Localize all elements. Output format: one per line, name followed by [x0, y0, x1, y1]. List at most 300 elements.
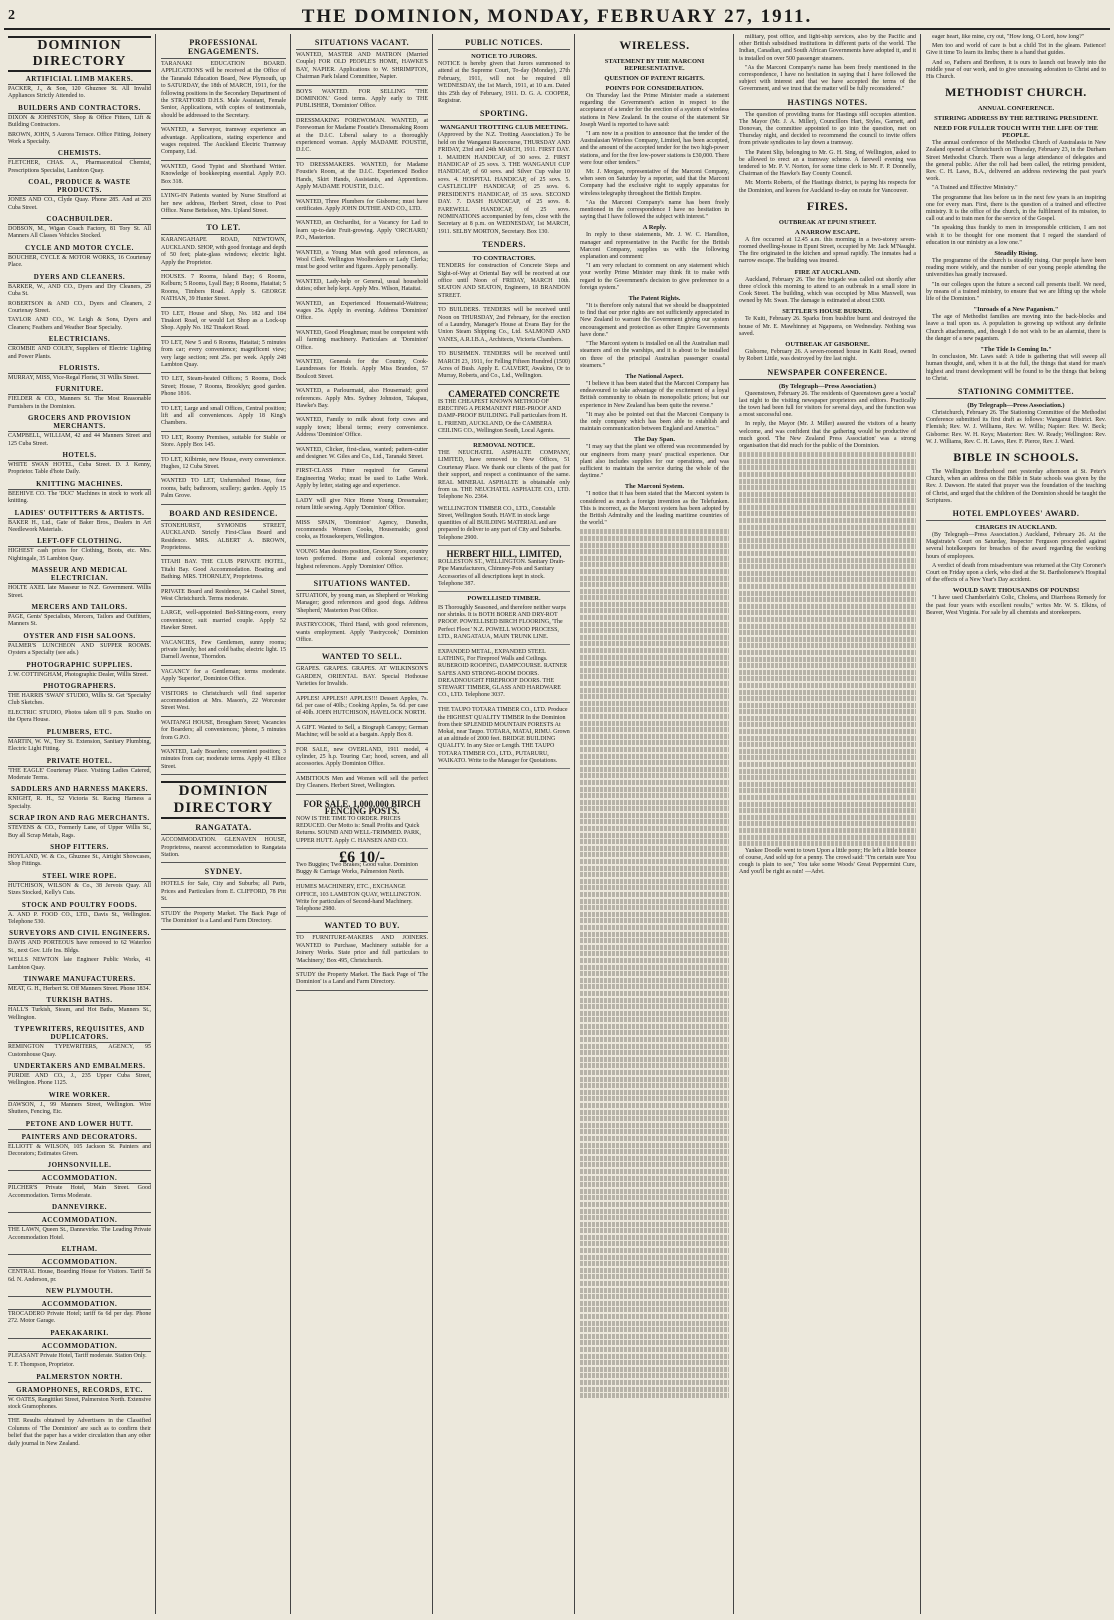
directory-sections	[8, 75, 151, 1411]
directory-entry: CENTRAL House, Boarding House for Visitors. Tariff 5s 6d. N. Anderson, pr.	[8, 1269, 151, 1283]
article-paragraph: "It is therefore only natural that we should be disappointed to find that our prior rights are not sufficiently appreciated in New Zealand to warrant the Government giving our system encouragement and protection as other Empire Governments have done."	[580, 303, 729, 338]
directory-entry: PALMER'S LUNCHEON AND SUPPER ROOMS. Oysters a Specialty (see ads.)	[8, 642, 151, 657]
masthead	[4, 6, 1110, 30]
article-paragraph: "As the Marconi Company's name has been freely mentioned in the correspondence, I have no hesitation in saying that I have followed the subject with interest and that we have accepted the terms of the Government, and we trust that the matter will be fully reconsidered."	[739, 64, 916, 93]
article-paragraph: In reply to these statements, Mr. J. W. C. Hamilton, manager and representative in the Pacific for the British Marconi Company, supplies us with the following explanation and comment:	[580, 232, 729, 261]
directory-entry: TROCADERO Private Hotel; tariff 6s 6d per day. Phone 272. Motor Garage.	[8, 1310, 151, 1325]
removal-text: THE NEUCHATEL ASPHALTE COMPANY, LIMITED, have removed to New Offices, 51 Courtenay Place. We thank our clients of the past for their support, and respect a continuance of the same. REAL MINERAL ASPHALTE is obtainable only from us. THE NEUCHATEL ASPHALTE CO., LTD. Telephone No. 2364.	[438, 450, 570, 501]
divider	[438, 303, 570, 304]
ad-headline: CAMERATED CONCRETE	[448, 388, 560, 399]
directory-entry: THE HARRIS 'SWAN' STUDIO, Willis St. Get 'Specialty' Club Sketches.	[8, 693, 151, 707]
classified-ad: ACCOMMODATION. GLENAVEN HOUSE, Proprietress, nearest accommodation to Rangatata Station.	[161, 837, 286, 859]
classified-ad: TO LET, Large and small Offices, Central position; lift and all conveniences. Apply 18 King's Chambers.	[161, 405, 286, 427]
directory-entry: REMINGTON TYPEWRITERS, AGENCY, 95 Customhouse Quay.	[8, 1044, 151, 1058]
divider	[296, 794, 428, 795]
directory-section-heading: LEFT-OFF CLOTHING.	[8, 537, 151, 547]
classified-ad: PASTRYCOOK, Third Hand, with good references, wants employment. Apply 'Pastrycook,' Dominion Office.	[296, 622, 428, 643]
article-subhead: STATEMENT BY THE MARCONI REPRESENTATIVE.	[604, 58, 705, 72]
divider	[161, 431, 286, 432]
article-body	[926, 140, 1106, 247]
directory-section-heading: CYCLE AND MOTOR CYCLE.	[8, 244, 151, 254]
classified-ad: DRESSMAKING FOREWOMAN. WANTED, at Forewoman for Madame Foustie's Dressmaking Room at the D.I.C. Liberal salary to a thoroughly experienced woman. Apply MADAME FOUSTIE, D.I.C.	[296, 117, 428, 154]
divider	[161, 774, 286, 775]
article-subhead: POINTS FOR CONSIDERATION.	[605, 85, 704, 92]
article-subhead: A NARROW ESCAPE.	[794, 228, 861, 236]
classified-ad: TO BUSHMEN. TENDERS will be received until MARCH 23, 1911, for Felling Fifteen Hundred (1500) Acres of Bush. Apply E. CALVERT, Awakino, Or to Murray, Roberts, and Co., Ltd., Wellington.	[438, 351, 570, 380]
classified-ad: LADY will give Nice Home Young Dressmaker; return little sewing. Apply 'Dominion' Office.	[296, 497, 428, 512]
divider	[296, 275, 428, 276]
divider	[161, 189, 286, 190]
directory-entry: BOUCHER, CYCLE & MOTOR WORKS, 16 Courtenay Place.	[8, 254, 151, 269]
article-paragraph: The Wellington Brotherhood met yesterday afternoon at St. Peter's Church, when an address on the Bible in State schools was given by the Rev. J. Dawson. He stated that prayer was the foundation of the teaching of Christ, and urged that the children of the Dominion should be taught the Scriptures.	[926, 468, 1106, 504]
article-body	[580, 303, 729, 370]
directory-section-heading: ACCOMMODATION.	[8, 1216, 151, 1226]
directory-entry: PLEASANT Private Hotel, Tariff moderate. Station Only.	[8, 1352, 147, 1359]
divider	[296, 990, 428, 991]
divider	[296, 216, 428, 217]
classified-ad: AMBITIOUS Men and Women will sell the perfect Dry Cleaners. Herbert Street, Wellington.	[296, 775, 428, 790]
ad-headline: HERBERT HILL, LIMITED,	[446, 548, 562, 559]
divider	[296, 516, 428, 517]
divider	[161, 160, 286, 161]
directory-section-heading: FURNITURE.	[8, 385, 151, 395]
article-body	[926, 258, 1106, 303]
yankee-advert: Yankee Doodle went to town Upon a little pony; He left a little bounce of course, And sold up for a penny. The crowd said: "I'm certain sure You cough is plain to see," You take some Woods' Great Peppermint Cure, And you'll be right as rain! —Advt.	[739, 847, 916, 876]
article-paragraph: "In our colleges upon the future a second call presents itself. We need, by means of a trained ministry, to ensure that we are lifting up the whole life of the Dominion."	[926, 281, 1106, 303]
directory-section-heading: GROCERS AND PROVISION MERCHANTS.	[8, 414, 151, 432]
divider	[161, 636, 286, 637]
divider	[296, 246, 428, 247]
page-number: 2	[8, 8, 15, 23]
article-headline: METHODIST CHURCH.	[945, 85, 1087, 100]
divider	[161, 555, 286, 556]
classified-ad: VACANCIES, Few Gentlemen, sunny rooms; private family; hot and cold baths; electric light. 15 Darnell Avenue, Thorndon.	[161, 639, 286, 661]
divider	[161, 504, 286, 505]
article-paragraph: "A Trained and Effective Ministry."	[932, 185, 1018, 192]
divider	[161, 123, 286, 124]
classified-ad: LARGE, well-appointed Bed-Sitting-room, every convenience; suit married couple. Apply 52 Hawker Street.	[161, 610, 286, 632]
article-paragraph: "I have used Chamberlain's Colic, Cholera, and Diarrhoea Remedy for the past four years with excellent results," writes Mr. W. S. Elkins, of Beaver, West Virginia. For sale by all chemists and storekeepers.	[926, 595, 1106, 616]
directory-entry: J. W. COTTINGHAM, Photographic Dealer, Willis Street.	[8, 671, 149, 678]
column-methodist	[922, 34, 1110, 1614]
article-paragraph: "In speaking thus frankly to men in irresponsible criticism, I am not wish it to be thought for one moment that I regard the standard of education in our ministry as a low one."	[926, 225, 1106, 246]
sydney-list	[161, 881, 286, 929]
classified-ad: STUDY the Property Market. The Back Page of 'The Dominion' is a Land and Farm Directory.	[161, 910, 286, 925]
directory-section-heading: LADIES' OUTFITTERS & ARTISTS.	[8, 509, 151, 519]
rangatata-list	[161, 837, 286, 863]
wanted-to-buy-list	[296, 935, 428, 990]
article-paragraph: Mr. Morris Roberts, of the Hastings district, is paying his respects for the Dominion, and leaves for Auckland to-day on route for Vancouver.	[739, 180, 916, 194]
divider	[438, 384, 570, 385]
article-body	[580, 93, 729, 221]
divider	[296, 85, 428, 86]
article-subhead: WOULD SAVE THOUSANDS OF POUNDS!	[952, 587, 1080, 595]
classified-ad: WANTED, a Parlourmaid, also Housemaid; good references. Apply Mrs. Sydney Johnston, Takapau, Hawke's Bay.	[296, 388, 428, 410]
section-heading: BOARD AND RESIDENCE.	[161, 509, 286, 521]
article-headline: STATIONING COMMITTEE.	[926, 387, 1106, 399]
directory-banner: DOMINION DIRECTORY	[8, 36, 151, 72]
divider	[161, 745, 286, 746]
directory-section-heading: ACCOMMODATION.	[8, 1174, 151, 1184]
taupo-totara-ad: THE TAUPO TOTARA TIMBER CO., LTD. Produce the HIGHEST QUALITY TIMBER In the Dominion from their SPLENDID MOUNTAIN FORESTS At Mokai, near Taupo. TOTARA, MATAI, RIMU. Grown at an altitude of 2000 feet. BRIDGE BUILDING QUALITY. In any Size or Length. THE TAUPO TOTARA TIMBER CO., LTD., PUTARURU, WAIKATO. Write to the Manager for Quotations.	[438, 705, 570, 769]
directory-section-heading: ACCOMMODATION.	[8, 1300, 151, 1310]
directory-section-heading: DANNEVIRKE.	[8, 1203, 151, 1213]
classified-ad: WANTED, Lady Boarders; convenient position; 3 minutes from car; moderate terms. Apply 41 Ellice Street.	[161, 749, 286, 770]
classified-ad: WANTED, an Experienced Housemaid-Waitress; wages 25s. Apply in evening. Address 'Dominion' Office.	[296, 300, 428, 322]
article-paragraph: Queenstown, February 26. The residents of Queenstown gave a 'social' last night to the visiting newspaper proprietors and editors. Practically the town had been full for visitors for several days, and the function was a most successful one.	[739, 390, 916, 419]
classified-ad: FIRST-CLASS Fitter required for General Engineering Works; must be used to Lathe Work. Apply by letter, stating age and experience.	[296, 468, 428, 490]
directory-entry: T. F. Thompson, Proprietor.	[8, 1362, 75, 1369]
divider	[296, 326, 428, 327]
directory-entry: PAGE, Gents' Specialists, Mercers, Tailors and Outfitters, Manners St.	[8, 614, 151, 628]
divider	[296, 114, 428, 115]
ad-text: Two Buggies; Two Brakes; Good value. Dominion Buggy & Carriage Works, Palmerston North.	[296, 862, 418, 876]
directory-banner-2: DOMINION DIRECTORY	[161, 781, 286, 819]
humes-ad: HUMES MACHINERY, ETC., EXCHANGE OFFICE, 103 LAMBTON QUAY, WELLINGTON. Write for particulars of Second-hand Machinery. Telephone 2980.	[296, 882, 428, 917]
article-paragraph: Men too and world of care is but a child Tot in the gleam. Patience! Give it time To learn its limbs; there is a hand that guides.	[926, 43, 1106, 57]
ad-headline: FOR SALE. 1,000,000 BIRCH FENCING POSTS.	[303, 798, 421, 816]
expanded-metal-ad: EXPANDED METAL, EXPANDED STEEL LATHING, For Fireproof Walls and Ceilings. RUBEROID ROOFING, DAMPCOURSE. RATNER SAFES AND STRONG-ROOM DOORS. DREADNOUGHT FIREPROOF DOORS. THE STEWART TIMBER, GLASS AND HARDWARE CO., LTD. Telephone 3037.	[438, 647, 570, 703]
section-heading: WANTED TO BUY.	[296, 921, 428, 933]
classified-ad: LYING-IN Patients wanted by Nurse Strafford at her new address, Herbert Street, close to Post Office. Nurse Bettelson, Mrs. Upland Street.	[161, 193, 286, 214]
classified-ad: PRIVATE Board and Residence, 34 Cashel Street, West Christchurch. Terms moderate.	[161, 588, 286, 602]
directory-entry: W. OATES, Rangitikei Street, Palmerston North. Extensive stock Gramophones.	[8, 1396, 151, 1410]
classified-ad: WAITANGI HOUSE, Brougham Street; Vacancies for Boarders; all conveniences; 'phone, 5 minutes from G.P.O.	[161, 719, 286, 741]
divider	[161, 929, 286, 930]
directory-section-heading: TURKISH BATHS.	[8, 996, 151, 1006]
divider	[161, 336, 286, 337]
directory-footer: THE Results obtained by Advertisers in the Classified Columns of 'The Dominion' are such as to confirm their belief that the paper has a wider circulation than any other daily journal in New Zealand.	[8, 1418, 151, 1447]
article-subhead: A Reply.	[642, 224, 667, 232]
directory-entry: DOBSON, M., Wigan Coach Factory, 81 Tory St. All Manners All Classes Vehicles Stocked.	[8, 226, 151, 240]
buggy-price-ad	[296, 848, 428, 881]
divider	[161, 453, 286, 454]
section-heading: PUBLIC NOTICES.	[438, 38, 570, 50]
classified-ad: TO LET, Steam-heated Offices; 5 Rooms, Dock Street; House, 7 Rooms, Brooklyn; good garden. Phone 1816.	[161, 376, 286, 398]
classified-ad: HOTELS for Sale, City and Suburbs; all Parts, Prices and Particulars from E. CLIFFORD, 78 Pitt St.	[161, 881, 286, 903]
classified-ad: A GIFT. Wanted to Sell, a Biograph Canopy; German Machine; will be sold at a bargain. Apply Box 8.	[296, 724, 428, 739]
article-paragraph: And so, Fathers and Brethren, it is ours to launch out bravely into the middle year of our work, and to give unceasing adoration to Christ and to His Church.	[926, 59, 1106, 81]
classified-ad: TENDERS for construction of Concrete Steps and Sight-of-Way at Oriental Bay will be received at our office until Noon of FRIDAY, MARCH 10th. SEATON AND SEATON, Engineers, 18 BRANDON STREET.	[438, 263, 570, 299]
article-paragraph: Gisborne, February 26. A seven-roomed house in Kaiti Road, owned by Robert Little, was destroyed by fire last night.	[739, 349, 916, 363]
directory-section-heading: ARTIFICIAL LIMB MAKERS.	[8, 75, 151, 85]
directory-section-heading: PAEKAKARIKI.	[8, 1329, 151, 1339]
directory-section-heading: SURVEYORS AND CIVIL ENGINEERS.	[9, 929, 150, 938]
article-paragraph: A fire occurred at 12.45 a.m. this morning in a two-storey seven-roomed dwelling-house in Epuni Street, occupied by Mr. Jack M'Naught. The fire originated in the kitchen and spread rapidly. The inmates had a narrow escape. The building was insured.	[739, 236, 916, 265]
directory-entry: BAKER H., Ltd., Gate of Baker Bros., Dealers in Art Needlework Materials.	[8, 519, 151, 533]
classified-ad: TO LET, Kilbirnie, new House, every convenience. Hughes, 12 Cuba Street.	[161, 456, 286, 471]
article-paragraph: "I notice that it has been stated that the Marconi system is considered as much a foreign invention as the Telefunken. This is incorrect, as the Marconi system has been adopted by the British Admiralty and the leading maritime countries of the world."	[580, 491, 729, 527]
divider	[296, 618, 428, 619]
camerated-concrete-ad	[438, 388, 570, 439]
directory-entry: DAWSON, J., 99 Manners Street, Wellington. Wire Shutters, Fencing, Etc.	[8, 1101, 151, 1116]
to-let-list	[161, 237, 286, 504]
classified-ad: TO LET, Roomy Premises, suitable for Stable or Store. Apply Box 145.	[161, 434, 286, 449]
divider	[161, 270, 286, 271]
divider	[296, 574, 428, 575]
directory-entry: CAMPBELL, WILLIAM, 42 and 44 Manners Street and 125 Cuba Street.	[8, 433, 151, 447]
article-paragraph: The Patent Slip, belonging to Mr. G. H. Sing, of Wellington, asked to be allowed to erect an a tramway scheme. A farewell evening was tendered to Mr. P. V. Norton, for some time clerk to Mr. F. P. Donnelly, Chairman of the Hawke's Bay County Council.	[739, 149, 916, 178]
ad-text: IS THE CHEAPEST KNOWN METHOD OF ERECTING A PERMANENT FIRE-PROOF AND DAMP-PROOF BUILDING. Full particulars from H. L. FRIEND, AUCKLAND, Or the CAMBERA CEILING CO., Wellington South, Local Agents.	[438, 399, 568, 434]
ad-text: NOW IS THE TIME TO ORDER. PRICES REDUCED. Our Motto is: Small Profits and Quick Returns. SOUND AND WELL-TRIMMED. PARK, UPPER HUTT. Apply C. HANSEN AND CO.	[296, 816, 421, 844]
directory-section-heading: ELECTRICIANS.	[8, 335, 151, 345]
classified-ad: TO DRESSMAKERS. WANTED, for Madame Foustie's Room, at the D.I.C. Experienced Bodice Hands, Skirt Hands, Assistants, and Apprentices. Apply MADAME FOUSTIE, D.I.C.	[296, 161, 428, 191]
article-paragraph: "As the Marconi Company's name has been freely mentioned in the correspondence I have no hesitation in saying that I have followed the subject with interest."	[580, 199, 729, 221]
classified-ad: WANTED, Good Ploughman; must be competent with all farming machinery. Particulars at 'Dominion' Office.	[296, 329, 428, 351]
classified-ad: VISITORS to Christchurch will find superior accommodation at Mrs. Mason's, 22 Worcester Street West.	[161, 690, 286, 712]
article-headline: HOTEL EMPLOYEES' AWARD.	[926, 509, 1106, 521]
divider	[296, 743, 428, 744]
column-directory	[4, 34, 156, 1614]
classified-ad: WANTED, Generals for the Country, Cook-Laundresses for Hotels. Apply Miss Brandon, 57 Boulcott Street.	[296, 359, 428, 380]
text-filler	[580, 529, 729, 1398]
classified-ad: TITAHI BAY. THE CLUB PRIVATE HOTEL, Titahi Bay. Good Accommodation. Boating and Bathing. MRS. THORNLEY, Proprietress.	[161, 559, 286, 581]
divider	[161, 907, 286, 908]
article-subhead: OUTBREAK AT GISBORNE.	[785, 341, 870, 349]
herbert-hill-ad	[438, 548, 570, 592]
article-body	[926, 34, 1106, 81]
classified-ad: VACANCY for a Gentleman; terms moderate. Apply 'Superior', Dominion Office.	[161, 668, 286, 683]
section-heading: TENDERS.	[438, 240, 570, 252]
directory-entry: BARKER, W., AND CO., Dyers and Dry Cleaners, 29 Cuba St.	[8, 283, 151, 298]
column-professional	[157, 34, 291, 1614]
directory-entry: HOYLAND, W. & Co., Ghuznee St., Airtight Showcases, Shop Fittings.	[8, 853, 151, 868]
article-headline: WIRELESS.	[619, 38, 690, 52]
article-body	[739, 112, 916, 195]
fencing-posts-ad	[296, 798, 428, 849]
directory-entry: FIELDER & CO., Manners St. The Most Reasonable Furnishers in the Dominion.	[8, 396, 151, 410]
classified-ad: WANTED, a Young Man with good references, as Wool Clerk. Wellington Woolbrokers or Lady Clerks; must be good writer and figures. Apply personally.	[296, 249, 428, 271]
section-heading: SYDNEY.	[161, 867, 286, 879]
column-public-notices	[434, 34, 575, 1614]
article-paragraph: Auckland, February 26. The fire brigade was called out shortly after three o'clock this morning to attend to an outbreak in a small store in Cook Street. The building, which was occupied by Miss Maxwell, was owned by Mr. Swan. The damage is estimated at about £300.	[739, 276, 916, 305]
divider	[296, 494, 428, 495]
classified-ad: STUDY the Property Market. The Back Page of 'The Dominion' is a Land and Farm Directory.	[296, 971, 428, 986]
directory-section-heading: JOHNSONVILLE.	[8, 1161, 151, 1171]
article-subhead: STIRRING ADDRESS BY THE RETIRING PRESIDENT.	[934, 115, 1098, 123]
directory-entry: FLETCHER, CHAS. A., Pharmaceutical Chemist, Prescriptions Specialist, Lambton Quay.	[8, 160, 151, 174]
article-paragraph: military, post office, and light-ship services, also by the Pacific and other British subsidised institutions in different parts of the world. The Indian, Canadian, and South African Governments have adopted it, and it is installed on over 500 passenger steamers.	[739, 34, 916, 62]
professional-list	[161, 61, 286, 219]
sporting-title: WANGANUI TROTTING CLUB MEETING.	[440, 124, 568, 132]
article-paragraph: In conclusion, Mr. Laws said: A tide is gathering that will sweep all human thought, and, when it is at the full, the things that stand for man's highest and truest development will be found to be the things that belong to Christ.	[926, 354, 1106, 382]
article-paragraph: The annual conference of the Methodist Church of Australasia in New Zealand opened at Christchurch on Thursday, February 23, in the Durham Street Methodist Church. There was a large attendance of delegates and the general public. After the roll had been called, the retiring president, Rev. C. H. Laws, B.A., delivered an address reviewing the past year's work.	[926, 140, 1106, 183]
section-heading: SPORTING.	[438, 109, 570, 121]
powell-heading: POWELLISED TIMBER.	[467, 594, 541, 602]
text-filler	[739, 452, 916, 846]
divider	[161, 606, 286, 607]
directory-section-heading: WIRE WORKER.	[8, 1091, 151, 1101]
directory-entry: ELLIOTT & WILSON, 105 Jackson St. Painters and Decorators; Estimates Given.	[8, 1143, 151, 1158]
directory-entry: PURDIE AND CO., J., 235 Upper Cuba Street, Wellington. Phone 1125.	[8, 1073, 151, 1087]
article-paragraph: On Thursday last the Prime Minister made a statement regarding the Government's action in respect to the acceptance of a tender for the erection of a system of wireless stations in New Zealand. In the course of the statement Sir Joseph Ward is reported to have said:	[580, 93, 729, 128]
directory-entry: JONES AND CO., Clyde Quay. Phone 285. And at 203 Cuba Street.	[8, 197, 151, 211]
article-body	[580, 491, 729, 527]
divider	[296, 195, 428, 196]
article-subhead: NEED FOR FULLER TOUCH WITH THE LIFE OF THE PEOPLE.	[933, 125, 1099, 140]
directory-entry: ELECTRIC STUDIO, Photos taken till 9 p.m. Studio on the Opera House.	[8, 709, 151, 724]
directory-entry: MEAT, G. H., Herbert St. Off Manners Street. Phone 1834.	[8, 986, 151, 992]
divider	[438, 347, 570, 348]
classified-ad: FOR SALE, new OVERLAND, 1911 model, 4 cylinder, 25 h.p. Touring Car; hood, screen, and all accessories. Apply Dominion Office.	[296, 746, 428, 768]
article-body	[739, 277, 916, 306]
article-paragraph: "I believe it has been stated that the Marconi Company has endeavoured to take advantage of the excitement of a loyal British community to obtain its monopolistic prices; but our experience in New Zealand has been quite the reverse."	[580, 380, 729, 409]
directory-section-heading: PHOTOGRAPHERS.	[8, 682, 151, 692]
directory-section-heading: ELTHAM.	[8, 1245, 151, 1255]
classified-ad: WANTED TO LET, Unfurnished House, four rooms, bath; bathroom, scullery; garden. Apply 15 Palm Grove.	[161, 478, 286, 500]
article-paragraph: eager heart, like mine, cry out, "How long, O Lord, how long?"	[932, 34, 1085, 40]
directory-section-heading: MERCERS AND TAILORS.	[8, 603, 151, 613]
directory-section-heading: COACHBUILDER.	[8, 215, 151, 225]
article-subhead: CHARGES IN AUCKLAND.	[975, 523, 1057, 531]
directory-section-heading: NEW PLYMOUTH.	[8, 1287, 151, 1297]
divider	[296, 443, 428, 444]
article-body	[739, 391, 916, 451]
article-body	[580, 381, 729, 433]
article-subhead: ANNUAL CONFERENCE.	[977, 105, 1055, 113]
classified-ad: APPLES! APPLES!! APPLES!!! Dessert Apples, 7s. 6d. per case of 40lb.; Cooking Apples, 5s. 6d. per case of 40lb. JOHN HUTCHISON, HAVELOCK NORTH.	[296, 695, 428, 717]
directory-entry: PILCHER'S Private Hotel, Main Street. Good Accommodation. Terms Moderate.	[8, 1185, 151, 1199]
divider	[296, 772, 428, 773]
wanted-to-sell-list	[296, 666, 428, 794]
article-subhead: "Inroads of a New Paganism."	[973, 306, 1059, 314]
divider	[296, 413, 428, 414]
directory-section-heading: OYSTER AND FISH SALOONS.	[8, 632, 151, 642]
classified-ad: WANTED, Clicker, first-class, wanted; pattern-cutter and designer. W. Giles and Co., Ltd., Taranaki Street.	[296, 446, 428, 461]
article-paragraph: "I am very reluctant to comment on any statement which your worthy Prime Minister may think fit to make with regard to the Government's decision to give preference to a foreign system."	[580, 263, 729, 291]
directory-entry: WELLS NEWTON late Engineer Public Works, 41 Lambton Quay.	[8, 957, 151, 971]
divider	[296, 968, 428, 969]
directory-entry: ROBERTSON & AND CO., Dyers and Cleaners, 2 Courtenay Street.	[8, 300, 151, 314]
article-subhead: The Patent Rights.	[628, 295, 681, 303]
directory-entry: HIGHEST cash prices for Clothing, Boots, etc. Mrs. Nightingale, 35 Lambton Quay.	[8, 548, 151, 562]
divider	[296, 384, 428, 385]
article-paragraph: (By Telegraph—Press Association.) Auckland, February 26. At the Magistrate's Court on Saturday, Inspector Ferguson proceeded against several hotelkeepers for breaches of the award regarding the working hours of employees.	[926, 531, 1106, 560]
ad-text: ROLLESTON ST., WELLINGTON. Sanitary Drain-Pipe Manufacturers, Chimney-Pots and Sanitary Accessories of all descriptions kept in stock. Telephone 387.	[438, 559, 566, 587]
directory-entry: DIXON & JOHNSTON, Shop & Office Fitters, Lift & Building Contractors.	[8, 114, 151, 129]
divider	[8, 1414, 151, 1415]
directory-entry: HALL'S Turkish, Steam, and Hot Baths, Manners St., Wellington.	[8, 1007, 151, 1021]
jurors-notice: NOTICE is hereby given that Jurors summoned to attend at the Supreme Court, To-day (Monday), 27th February, 1911, will not be required till WEDNESDAY, the 1st March, 1911, at 10 a.m. Dated this 25th day of February, 1911. D. G. A. COOPER, Registrar.	[438, 61, 570, 105]
article-paragraph: The question of providing trams for Hastings still occupies attention. The Mayor (Mr. J. A. Miller), Councillors Hart, Styles, Garnett, and Donovan, the committee appointed to go into the question, met on Thursday night, and decided to recommend the council to invite offers from private syndicates to lay down a tramway.	[739, 111, 916, 147]
directory-section-heading: HOTELS.	[8, 451, 151, 461]
classified-ad: GRAPES. GRAPES. GRAPES. AT WILKINSON'S GARDEN, ORIENTAL BAY. Special Hothouse Varieties for Invalids.	[296, 666, 428, 688]
article-subhead: SETTLER'S HOUSE BURNED.	[782, 308, 873, 316]
classified-ad: TO FURNITURE-MAKERS AND JOINERS. WANTED to Purchase, Machinery suitable for a Joinery Works. State price and full particulars to 'Machinery,' Box 495, Christchurch.	[296, 935, 428, 964]
divider	[296, 647, 428, 648]
directory-entry: STEVENS & CO., Formerly Lane, of Upper Willis St., Buy all Scrap Metals, Rags.	[8, 825, 151, 839]
article-paragraph: Te Kuiti, February 26. Sparks from bushfire burnt and destroyed the house of Mr. E. Mawhinney at Ngapuera, on Wednesday. Nothing was saved.	[739, 316, 916, 337]
classified-ad: WANTED, MASTER AND MATRON (Married Couple) FOR OLD PEOPLE'S HOME, HAWKE'S BAY, NAPIER. Applications to W. SHRIMPTON, Chairman Park Island Committee, Napier.	[296, 52, 428, 81]
directory-section-heading: CHEMISTS.	[8, 149, 151, 159]
directory-entry: THE LAWN, Queen St., Dannevirke. The Leading Private Accommodation Hotel.	[8, 1227, 151, 1241]
article-subhead: FIRE AT AUCKLAND.	[794, 268, 861, 276]
divider	[296, 464, 428, 465]
divider	[161, 716, 286, 717]
directory-entry: A. AND P. FOOD CO., LTD., Davis St., Wellington. Telephone 530.	[8, 911, 151, 925]
directory-entry: BEEHIVE CO. The 'DUC' Machines in stock to work all knitting.	[8, 490, 151, 505]
article-paragraph: "I may say that the plant we offered was recommended by our engineers from many years' practical experience. Our plant also includes supplies for our operations, and was sufficient to maintain the service during the whole of the daytime."	[580, 444, 729, 480]
section-heading: SITUATIONS WANTED.	[296, 579, 428, 591]
column-wireless	[576, 34, 734, 1614]
article-paragraph: In reply, the Mayor (Mr. J. Miller) assured the visitors of a hearty welcome, and was confident that the gathering would be productive of much good. 'The New Zealand Press Association' was a strong organisation that did much for the public of the Dominion.	[739, 421, 916, 449]
divider	[161, 402, 286, 403]
divider	[296, 545, 428, 546]
classified-ad: WANTED, a Surveyor, tramway experience an advantage. Applications, stating experience and wages required. The Auckland Electric Tramway Company, Ltd.	[161, 127, 286, 156]
article-subhead: "The Tide Is Coming In."	[980, 346, 1052, 354]
divider	[296, 355, 428, 356]
classified-ad: WANTED, Good Typist and Shorthand Writer. Knowledge of bookkeeping essential. Apply P.O. Box 318.	[161, 163, 286, 185]
article-subhead: QUESTION OF PATENT RIGHTS.	[604, 75, 705, 82]
directory-section-heading: MASSEUR AND MEDICAL ELECTRICIAN.	[8, 566, 151, 584]
article-subhead: The Marconi System.	[624, 483, 685, 491]
divider	[161, 665, 286, 666]
section-heading: SITUATIONS VACANT.	[296, 38, 428, 50]
directory-section-heading: SHOP FITTERS.	[8, 843, 151, 853]
article-headline: FIRES.	[806, 198, 849, 213]
divider	[296, 692, 428, 693]
column-situations	[292, 34, 433, 1614]
article-headline: BIBLE IN SCHOOLS.	[953, 449, 1079, 464]
situations-wanted-list	[296, 593, 428, 648]
divider	[296, 158, 428, 159]
directory-section-heading: PHOTOGRAPHIC SUPPLIES.	[8, 661, 151, 671]
article-body	[739, 34, 916, 94]
directory-entry: 'THE EAGLE' Courtenay Place. Visiting Ladies Catered, Moderate Terms.	[8, 767, 151, 781]
directory-section-heading: FLORISTS.	[8, 364, 151, 374]
ad-price: £6 10/-	[339, 848, 385, 866]
directory-entry: CROMBIE AND COLEY, Suppliers of Electric Lighting and Power Plants.	[8, 346, 151, 360]
article-body	[926, 354, 1106, 383]
removal-heading: REMOVAL NOTICE.	[473, 442, 535, 450]
directory-section-heading: ACCOMMODATION.	[8, 1342, 151, 1352]
sporting-text: (Approved by the N.Z. Trotting Association.) To be held on the Wanganui Racecourse, THURSDAY AND FRIDAY, 23rd and 24th MARCH, 1911. FIRST DAY. 1. MAIDEN HANDICAP, of 30 sovs. 2. FIRST HANDICAP of 25 sovs. 3. THE WANGANUI CUP HANDICAP, of 60 sovs. and Silver Cup value 10 sovs. 4. HOSPITAL HANDICAP, of 25 sovs. 5. CASTLECLIFF HANDICAP, of 25 sovs. 6. PRESIDENT'S HANDICAP, of 35 sovs. SECOND DAY. 7. DASH HANDICAP, of 25 sovs. 8. FAREWELL HANDICAP, of 25 sovs. NOMINATIONS accompanied by fees, close with the Secretary at 8 p.m. on WEDNESDAY, 1st MARCH, 1911. SELBY MORTON, Secretary. Box 130.	[438, 132, 570, 235]
directory-entry: KNIGHT, R. H., 52 Victoria St. Racing Harness a Specialty.	[8, 796, 151, 810]
directory-entry: MURRAY, MISS, Vice-Regal Florist, 31 Willis Street.	[8, 374, 139, 381]
article-headline: HASTINGS NOTES.	[739, 98, 916, 110]
article-paragraph: The programme of the church is steadily rising. Our people have been reading more widely, and the number of our young people attending the universities has greatly increased.	[926, 258, 1106, 279]
article-paragraph: A verdict of death from misadventure was returned at the City Coroner's Court on Friday upon a clerk, who died at the St. Bartholomew's Hospital of the effects of a New Year's Day accident.	[926, 562, 1106, 584]
directory-section-heading: PRIVATE HOTEL.	[8, 757, 151, 767]
tenders-sub: TO CONTRACTORS.	[472, 255, 536, 263]
article-subhead: OUTBREAK AT EPUNI STREET.	[778, 218, 877, 226]
article-body	[926, 314, 1106, 343]
divider	[296, 297, 428, 298]
directory-section-heading: STEEL WIRE ROPE.	[8, 872, 151, 882]
classified-ad: HOUSES. 7 Rooms, Island Bay; 6 Rooms, Kelburn; 5 Rooms, Lyall Bay; 8 Rooms, Hataitai; 5 Rooms, Timbers Road. Apply S. GEORGE NATHAN, 39 Hunter Street.	[161, 273, 286, 303]
directory-entry: HUTCHISON, WILSON & Co., 38 Jervois Quay. All Sizes Stocked, Kelly's Cuts.	[8, 882, 151, 897]
directory-section-heading: PETONE AND LOWER HUTT.	[8, 1120, 151, 1130]
directory-section-heading: BUILDERS AND CONTRACTORS.	[8, 104, 151, 114]
jurors-heading: NOTICE TO JURORS.	[471, 53, 537, 60]
classified-ad: BOYS WANTED. FOR SELLING 'THE DOMINION.' Good terms. Apply early to THE PUBLISHER, 'Dominion' Office.	[296, 88, 428, 110]
situations-vacant-list	[296, 52, 428, 575]
article-headline: NEWSPAPER CONFERENCE.	[739, 368, 916, 380]
classified-ad: WANTED, Three Plumbers for Gisborne; must have certificates. Apply JOHN DUTHIE AND CO., LTD.	[296, 198, 428, 212]
article-subhead: (By Telegraph—Press Association.)	[778, 382, 877, 390]
article-paragraph: Mr. J. Morgan, representative of the Marconi Company, when seen on Saturday by a reporter, said that the Marconi Company had the exclusive right to supply apparatus for wireless telegraphy throughout the British Empire.	[580, 169, 729, 197]
divider	[161, 372, 286, 373]
directory-section-heading: DYERS AND CLEANERS.	[8, 273, 151, 283]
classified-ad: TO LET, House and Shop, No. 182 and 184 Tinakori Road, or would Let Shop as a Lock-up Shop. Apply No. 182 Tinakori Road.	[161, 310, 286, 332]
classified-ad: WANTED, an Orchardist, for a Vacancy for Lad to learn up-to-date Fruit-growing. Apply 'ORCHARD,' P.O., Masterton.	[296, 220, 428, 242]
classified-ad: VOUNG Man desires position, Grocery Store, country town preferred. Home and colonial experience; highest references. Apply 'Dominion' Office.	[296, 548, 428, 570]
divider	[161, 474, 286, 475]
classified-ad: TO BUILDERS. TENDERS will be received until Noon on THURSDAY, 2nd February, for the erection of a Laundry, Manager's House at Evans Bay for the Union Steam Shipping Co., Ltd. SALMOND AND VANES, A.R.I.B.A., Architects, Victoria Chambers.	[438, 307, 570, 343]
directory-section-heading: PALMERSTON NORTH.	[8, 1373, 151, 1383]
tenders-list	[438, 263, 570, 385]
directory-section-heading: SADDLERS AND HARNESS MAKERS.	[8, 785, 151, 795]
